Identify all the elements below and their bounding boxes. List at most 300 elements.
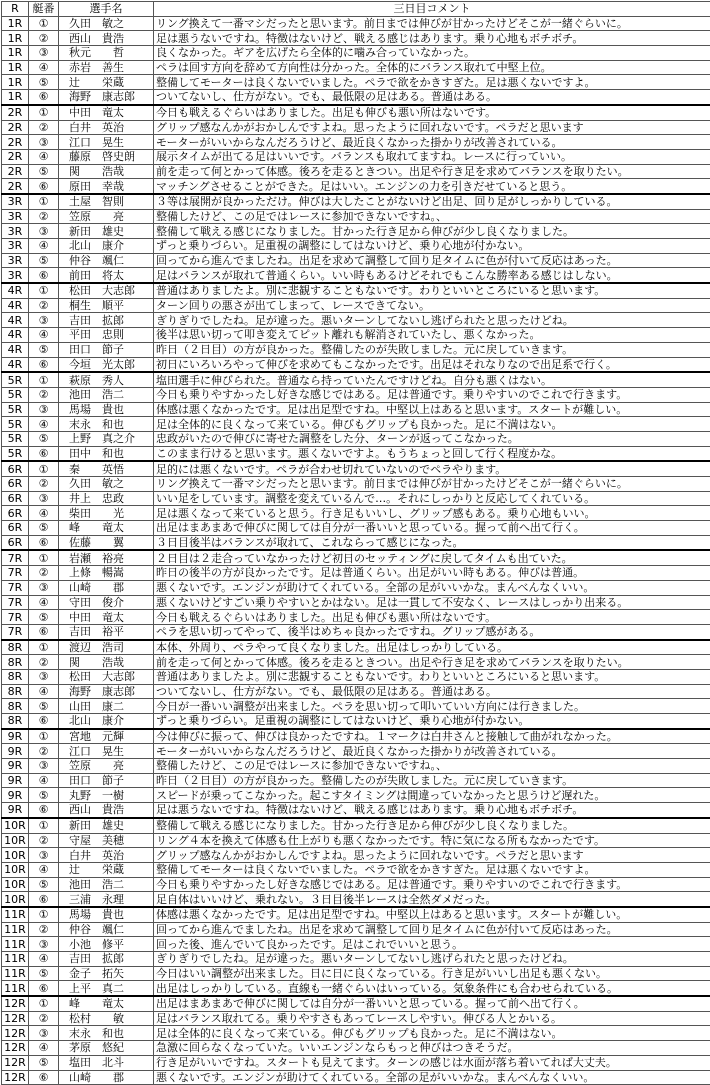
name-cell: 久田 敏之 — [59, 477, 154, 492]
table-row — [2, 417, 710, 432]
boat-cell: ⑤ — [29, 521, 59, 536]
table-row — [2, 699, 710, 714]
table-row — [2, 580, 710, 595]
comment-cell: 足は全体的に良くなって来ている。伸びもグリップも良かった。足に不満はない。 — [154, 1026, 710, 1041]
table-row — [2, 1055, 710, 1070]
name-cell: 北山 康介 — [59, 714, 154, 729]
table-row — [2, 164, 710, 179]
name-cell: 峰 竜太 — [59, 996, 154, 1011]
boat-cell: ③ — [29, 224, 59, 239]
race-cell: 3R — [2, 253, 29, 268]
table-row — [2, 610, 710, 625]
table-row — [2, 833, 710, 848]
boat-cell: ④ — [29, 149, 59, 164]
comment-cell: 展示タイムが出てる足はいいです。バランスも取れてますね。レースに行っていい。 — [154, 149, 710, 164]
name-cell: 仲谷 颯仁 — [59, 922, 154, 937]
boat-cell: ④ — [29, 506, 59, 521]
race-cell: 5R — [2, 402, 29, 417]
table-row — [2, 1026, 710, 1041]
race-cell: 11R — [2, 937, 29, 952]
table-row — [2, 624, 710, 639]
name-cell: 新田 雄史 — [59, 224, 154, 239]
race-cell: 2R — [2, 164, 29, 179]
boat-cell: ② — [29, 31, 59, 46]
comment-cell: 悪くないけどすごい乗りやすいとかはない。足は一貫して不安なく、レースはしっかり出来る。 — [154, 595, 710, 610]
boat-cell: ⑥ — [29, 90, 59, 105]
name-cell: 塩田 北斗 — [59, 1055, 154, 1070]
comment-cell: 出足はしっかりしている。直線も一緒ぐらいはいっている。気象条件にも合わせられている。 — [154, 981, 710, 996]
comment-cell: マッチングさせることができた。足はいい。エンジンの力を引きだせていると思う。 — [154, 179, 710, 194]
boat-cell: ⑥ — [29, 268, 59, 283]
name-cell: 笠原 亮 — [59, 209, 154, 224]
table-row — [2, 298, 710, 313]
name-cell: 田口 節子 — [59, 773, 154, 788]
name-cell: 馬場 貴也 — [59, 402, 154, 417]
name-cell: 馬場 貴也 — [59, 907, 154, 922]
name-cell: 松田 大志郎 — [59, 669, 154, 684]
table-row — [2, 566, 710, 581]
table-row — [2, 477, 710, 492]
table-row — [2, 966, 710, 981]
table-row — [2, 1041, 710, 1056]
comment-cell: 昨日（２日目）の方が良かった。整備したのが失敗しました。元に戻していきます。 — [154, 773, 710, 788]
name-cell: 池田 浩二 — [59, 877, 154, 892]
table-row — [2, 907, 710, 922]
name-cell: 西山 貴浩 — [59, 31, 154, 46]
boat-cell: ① — [29, 818, 59, 833]
boat-cell: ② — [29, 744, 59, 759]
race-cell: 6R — [2, 477, 29, 492]
name-cell: 仲谷 颯仁 — [59, 253, 154, 268]
name-cell: 中田 竜太 — [59, 610, 154, 625]
comment-cell: ３日目後半はバランスが取れて、これならって感じになった。 — [154, 535, 710, 550]
header-row — [2, 2, 710, 17]
comment-cell: 昨日の後半の方が良かったです。足は普通くらい。出足がいい時もある。伸びは普通。 — [154, 566, 710, 581]
comment-cell: ぎりぎりでしたね。足が違った。悪いターンしてないし逃げられたと思ったけどね。 — [154, 313, 710, 328]
race-cell: 12R — [2, 1011, 29, 1026]
comment-cell: 後半は思い切って叩き変えてピット離れも解消されていたし、悪くなかった。 — [154, 328, 710, 343]
name-cell: 関 浩哉 — [59, 655, 154, 670]
race-cell: 1R — [2, 90, 29, 105]
boat-cell: ⑤ — [29, 253, 59, 268]
name-cell: 萩原 秀人 — [59, 372, 154, 387]
comment-cell: 足は悪うないですね。特徴はないけど、戦える感じはあります。乗り心地もボチボチ。 — [154, 803, 710, 818]
race-cell: 5R — [2, 431, 29, 446]
boat-cell: ③ — [29, 1026, 59, 1041]
boat-cell: ① — [29, 640, 59, 655]
boat-cell: ⑤ — [29, 966, 59, 981]
comment-cell: 足はバランスが取れて普通くらい。いい時もあるけどそれでもこんな勝率ある感じはしない。 — [154, 268, 710, 283]
boat-cell: ④ — [29, 1041, 59, 1056]
race-cell: 5R — [2, 372, 29, 387]
race-cell: 1R — [2, 60, 29, 75]
boat-cell: ① — [29, 550, 59, 565]
name-cell: 渡辺 浩司 — [59, 640, 154, 655]
table-row — [2, 387, 710, 402]
comment-cell: ぎりぎりでしたね。足が違った。悪いターンしてないし逃げられたと思ったけどね。 — [154, 952, 710, 967]
comment-cell: 行き足がいいですね。スタートも見えてます。ターンの感じは水面が落ち着いてれば大丈夫。 — [154, 1055, 710, 1070]
table-row — [2, 848, 710, 863]
boat-cell: ② — [29, 298, 59, 313]
table-row — [2, 31, 710, 46]
comment-cell: 出足はまあまあで伸びに関しては自分が一番いいと思っている。握って前へ出て行く。 — [154, 996, 710, 1011]
race-cell: 11R — [2, 907, 29, 922]
boat-cell: ③ — [29, 313, 59, 328]
name-cell: 平田 忠則 — [59, 328, 154, 343]
race-cell: 1R — [2, 31, 29, 46]
table-row — [2, 209, 710, 224]
table-row — [2, 446, 710, 461]
boat-cell: ③ — [29, 759, 59, 774]
table-row — [2, 372, 710, 387]
name-cell: 新田 雄史 — [59, 818, 154, 833]
name-cell: 久田 敏之 — [59, 16, 154, 31]
race-cell: 6R — [2, 461, 29, 476]
race-cell: 6R — [2, 506, 29, 521]
name-cell: 西山 貴浩 — [59, 803, 154, 818]
race-cell: 6R — [2, 491, 29, 506]
comment-cell: 回った後、進んでいて良かったです。足はこれでいいと思う。 — [154, 937, 710, 952]
comment-cell: 足的には悪くないです。ペラが合わせ切れていないのでペラやります。 — [154, 461, 710, 476]
name-cell: 白井 英治 — [59, 848, 154, 863]
comment-cell: 急激に回らなくなっていた。いいエンジンならもっと伸びはつきそうだ。 — [154, 1041, 710, 1056]
table-row — [2, 506, 710, 521]
race-cell: 1R — [2, 46, 29, 61]
comment-cell: 整備したけど、この足ではレースに参加できないですね。、 — [154, 209, 710, 224]
race-cell: 4R — [2, 313, 29, 328]
header-name: 選手名 — [59, 2, 154, 17]
name-cell: 海野 康志郎 — [59, 90, 154, 105]
table-row — [2, 669, 710, 684]
table-row — [2, 135, 710, 150]
table-row — [2, 744, 710, 759]
name-cell: 中田 竜太 — [59, 105, 154, 120]
table-row — [2, 313, 710, 328]
comment-cell: ずっと乗りづらい。足重視の調整にしてはないけど、乗り心地が付かない。 — [154, 714, 710, 729]
boat-cell: ⑤ — [29, 877, 59, 892]
boat-cell: ⑥ — [29, 803, 59, 818]
race-cell: 8R — [2, 640, 29, 655]
name-cell: 江口 晃生 — [59, 744, 154, 759]
name-cell: 山崎 郡 — [59, 1070, 154, 1085]
race-cell: 5R — [2, 387, 29, 402]
boat-cell: ④ — [29, 417, 59, 432]
race-cell: 8R — [2, 655, 29, 670]
comment-cell: 今日も戦えるぐらいはありました。出足も伸びも悪い所はないです。 — [154, 105, 710, 120]
name-cell: 今垣 光太郎 — [59, 357, 154, 372]
table-row — [2, 179, 710, 194]
table-row — [2, 788, 710, 803]
comment-cell: 塩田選手に伸びられた。普通なら持っていたんですけどね。自分も悪くはない。 — [154, 372, 710, 387]
name-cell: 松田 大志郎 — [59, 283, 154, 298]
race-cell: 6R — [2, 535, 29, 550]
name-cell: 上平 真二 — [59, 981, 154, 996]
race-cell: 12R — [2, 1041, 29, 1056]
race-cell: 7R — [2, 595, 29, 610]
name-cell: 山田 康二 — [59, 699, 154, 714]
comment-cell: 足は悪くなって来ていると思う。行き足もいいし、グリップ感もある。乗り心地もいい。 — [154, 506, 710, 521]
race-cell: 2R — [2, 149, 29, 164]
race-cell: 3R — [2, 268, 29, 283]
comment-cell: モーターがいいからなんだろうけど、最近良くなかった掛かりが改善されている。 — [154, 744, 710, 759]
comment-cell: 前を走って何とかって体感。後ろを走るときつい。出足や行き足を求めてバランスを取りたい。 — [154, 655, 710, 670]
boat-cell: ② — [29, 1011, 59, 1026]
race-cell: 12R — [2, 1055, 29, 1070]
race-cell: 2R — [2, 120, 29, 135]
table-row — [2, 149, 710, 164]
name-cell: 吉田 拡郎 — [59, 952, 154, 967]
race-cell: 2R — [2, 135, 29, 150]
comment-cell: このまま行けると思います。悪くないですよ。もうちょっと回して行く程度かな。 — [154, 446, 710, 461]
race-cell: 9R — [2, 773, 29, 788]
boat-cell: ⑥ — [29, 714, 59, 729]
race-cell: 7R — [2, 566, 29, 581]
header-race: R — [2, 2, 29, 17]
race-cell: 3R — [2, 239, 29, 254]
boat-cell: ⑤ — [29, 342, 59, 357]
boat-cell: ① — [29, 729, 59, 744]
table-row — [2, 328, 710, 343]
table-row — [2, 342, 710, 357]
table-row — [2, 684, 710, 699]
boat-cell: ⑥ — [29, 179, 59, 194]
boat-cell: ⑥ — [29, 981, 59, 996]
table-row — [2, 937, 710, 952]
race-cell: 4R — [2, 342, 29, 357]
boat-cell: ③ — [29, 848, 59, 863]
header-comment: 三日目コメント — [154, 2, 710, 17]
race-cell: 8R — [2, 669, 29, 684]
table-row — [2, 239, 710, 254]
name-cell: 辻 栄蔵 — [59, 75, 154, 90]
boat-cell: ④ — [29, 773, 59, 788]
race-cell: 11R — [2, 922, 29, 937]
boat-cell: ① — [29, 461, 59, 476]
race-cell: 2R — [2, 105, 29, 120]
table-row — [2, 803, 710, 818]
name-cell: 三浦 永理 — [59, 892, 154, 907]
race-cell: 7R — [2, 624, 29, 639]
name-cell: 丸野 一樹 — [59, 788, 154, 803]
name-cell: 田中 和也 — [59, 446, 154, 461]
race-cell: 12R — [2, 1070, 29, 1085]
comment-cell: 初日にいろいろやって伸びを求めてもこなかったです。出足はそれなりなので出足系で行く。 — [154, 357, 710, 372]
table-row — [2, 253, 710, 268]
boat-cell: ⑥ — [29, 357, 59, 372]
comment-cell: 整備したけど、この足ではレースに参加できないですね。、 — [154, 759, 710, 774]
race-cell: 12R — [2, 1026, 29, 1041]
name-cell: 宮地 元輝 — [59, 729, 154, 744]
table-row — [2, 16, 710, 31]
boat-cell: ② — [29, 833, 59, 848]
name-cell: 金子 拓矢 — [59, 966, 154, 981]
name-cell: 上野 真之介 — [59, 431, 154, 446]
boat-cell: ① — [29, 105, 59, 120]
boat-cell: ⑤ — [29, 610, 59, 625]
race-cell: 9R — [2, 803, 29, 818]
table-body — [2, 16, 710, 1085]
name-cell: 海野 康志郎 — [59, 684, 154, 699]
race-cell: 10R — [2, 833, 29, 848]
race-cell: 2R — [2, 179, 29, 194]
boat-cell: ⑤ — [29, 164, 59, 179]
comment-cell: 悪くないです。エンジンが助けてくれている。全部の足がいいかな。まんべんなくいい。 — [154, 1070, 710, 1085]
comment-cell: 体感は悪くなかったです。足は出足型ですね。中堅以上はあると思います。スタートが難しい。 — [154, 907, 710, 922]
table-row — [2, 759, 710, 774]
comment-cell: 足は悪うないですね。特徴はないけど、戦える感じはあります。乗り心地もボチボチ。 — [154, 31, 710, 46]
race-cell: 8R — [2, 714, 29, 729]
table-row — [2, 640, 710, 655]
race-cell: 10R — [2, 862, 29, 877]
boat-cell: ② — [29, 477, 59, 492]
name-cell: 吉田 裕平 — [59, 624, 154, 639]
comment-cell: リング４本を換えて体感も仕上がりも悪くなかったです。特に気になる所もなかったです。 — [154, 833, 710, 848]
table-row — [2, 595, 710, 610]
boat-cell: ① — [29, 283, 59, 298]
name-cell: 守屋 美穂 — [59, 833, 154, 848]
table-row — [2, 521, 710, 536]
comment-cell: 忠政がいたので伸びに寄せた調整をした分、ターンが返ってこなかった。 — [154, 431, 710, 446]
race-cell: 7R — [2, 550, 29, 565]
table-row — [2, 357, 710, 372]
name-cell: 柴田 光 — [59, 506, 154, 521]
boat-cell: ④ — [29, 328, 59, 343]
race-cell: 12R — [2, 996, 29, 1011]
comment-cell: 今は伸びに振って、伸びは良かったですね。１マークは白井さんと接触して曲がれなかった。 — [154, 729, 710, 744]
name-cell: 池田 浩二 — [59, 387, 154, 402]
race-cell: 8R — [2, 684, 29, 699]
table-row — [2, 729, 710, 744]
table-row — [2, 75, 710, 90]
comment-cell: ３等は展開が良かっただけ。伸びは大したことがないけど出足、回り足がしっかりしている。 — [154, 194, 710, 209]
race-cell: 10R — [2, 818, 29, 833]
race-cell: 5R — [2, 446, 29, 461]
comment-cell: ずっと乗りづらい。足重視の調整にしてはないけど、乗り心地が付かない。 — [154, 239, 710, 254]
comment-cell: 体感は悪くなかったです。足は出足型ですね。中堅以上はあると思います。スタートが難しい。 — [154, 402, 710, 417]
race-cell: 6R — [2, 521, 29, 536]
table-row — [2, 877, 710, 892]
race-cell: 10R — [2, 848, 29, 863]
table-row — [2, 892, 710, 907]
name-cell: 藤原 啓史朗 — [59, 149, 154, 164]
boat-cell: ② — [29, 387, 59, 402]
race-cell: 1R — [2, 75, 29, 90]
table-row — [2, 120, 710, 135]
boat-cell: ⑥ — [29, 892, 59, 907]
comment-cell: 普通はありましたよ。別に悲観することもないです。わりといいところにいると思います。 — [154, 283, 710, 298]
race-cell: 7R — [2, 580, 29, 595]
name-cell: 井上 忠政 — [59, 491, 154, 506]
boat-cell: ③ — [29, 491, 59, 506]
table-row — [2, 431, 710, 446]
name-cell: 赤岩 善生 — [59, 60, 154, 75]
boat-cell: ③ — [29, 135, 59, 150]
table-row — [2, 268, 710, 283]
boat-cell: ② — [29, 655, 59, 670]
name-cell: 吉田 拡郎 — [59, 313, 154, 328]
race-cell: 1R — [2, 16, 29, 31]
race-cell: 9R — [2, 759, 29, 774]
table-row — [2, 535, 710, 550]
table-row — [2, 105, 710, 120]
boat-cell: ④ — [29, 684, 59, 699]
boat-cell: ① — [29, 996, 59, 1011]
boat-cell: ③ — [29, 937, 59, 952]
boat-cell: ⑤ — [29, 75, 59, 90]
boat-cell: ③ — [29, 46, 59, 61]
comment-cell: 足自体はいいけど、乗れない。３日目後半レースは全然ダメだった。 — [154, 892, 710, 907]
name-cell: 原田 幸哉 — [59, 179, 154, 194]
name-cell: 土屋 智則 — [59, 194, 154, 209]
table-row — [2, 952, 710, 967]
table-row — [2, 46, 710, 61]
boat-cell: ③ — [29, 669, 59, 684]
table-row — [2, 60, 710, 75]
comment-cell: 昨日（２日目）の方が良かった。整備したのが失敗しました。元に戻していきます。 — [154, 342, 710, 357]
name-cell: 前田 将太 — [59, 268, 154, 283]
boat-cell: ⑤ — [29, 788, 59, 803]
comment-cell: 本体、外周り、ペラやって良くなりました。出足はしっかりしている。 — [154, 640, 710, 655]
comment-cell: ついてないし、仕方がない。でも、最低限の足はある。普通はある。 — [154, 90, 710, 105]
table-row — [2, 224, 710, 239]
race-cell: 10R — [2, 892, 29, 907]
header-boat: 艇番 — [29, 2, 59, 17]
table-row — [2, 996, 710, 1011]
comment-cell: グリップ感なんかがおかしんですよね。思ったように回れないです。ペラだと思います — [154, 120, 710, 135]
table-row — [2, 922, 710, 937]
boat-cell: ⑤ — [29, 431, 59, 446]
comment-cell: 整備してモーターは良くないでいました。ペラで欲をかきすぎた。足は悪くないですよ。 — [154, 75, 710, 90]
table-row — [2, 773, 710, 788]
race-cell: 4R — [2, 283, 29, 298]
name-cell: 桐生 順平 — [59, 298, 154, 313]
name-cell: 山崎 郡 — [59, 580, 154, 595]
comment-cell: 今日も乗りやすかったし好きな感じではある。足は普通です。乗りやすいのでこれで行きます。 — [154, 387, 710, 402]
comment-cell: リング換えて一番マシだったと思います。前日までは伸びが甘かったけどそこが一緒ぐらいに。 — [154, 477, 710, 492]
comment-cell: ついてないし、仕方がない。でも、最低限の足はある。普通はある。 — [154, 684, 710, 699]
boat-cell: ④ — [29, 239, 59, 254]
table-row — [2, 862, 710, 877]
boat-cell: ② — [29, 922, 59, 937]
comment-cell: 回ってから進んでましたね。出足を求めて調整して回り足タイムに色が付いて反応はあった。 — [154, 253, 710, 268]
comment-cell: スピードが乗ってこなかった。起こすタイミングは間違っていなかったと思うけど遅れた。 — [154, 788, 710, 803]
comment-cell: 足はバランス取れてる。乗りやすさもあってレースしやすい。伸びる人とかいる。 — [154, 1011, 710, 1026]
comment-cell: 整備して戦える感じになりました。甘かった行き足から伸びが少し良くなりました。 — [154, 818, 710, 833]
table-row — [2, 194, 710, 209]
comment-cell: 今日はいい調整が出来ました。日に日に良くなっている。行き足がいいし出足も悪くない。 — [154, 966, 710, 981]
race-cell: 9R — [2, 729, 29, 744]
boat-cell: ⑥ — [29, 1070, 59, 1085]
boat-cell: ⑤ — [29, 699, 59, 714]
name-cell: 関 浩哉 — [59, 164, 154, 179]
boat-cell: ⑥ — [29, 446, 59, 461]
name-cell: 笠原 亮 — [59, 759, 154, 774]
comment-cell: ペラを思い切ってやって、後半はめちゃ良かったですね。グリップ感がある。 — [154, 624, 710, 639]
race-cell: 5R — [2, 417, 29, 432]
name-cell: 白井 英治 — [59, 120, 154, 135]
table-row — [2, 550, 710, 565]
comment-cell: 整備して戦える感じになりました。甘かった行き足から伸びが少し良くなりました。 — [154, 224, 710, 239]
comment-cell: 今日が一番いい調整が出来ました。ペラを思い切って叩いていい方向には行きました。 — [154, 699, 710, 714]
race-cell: 7R — [2, 610, 29, 625]
comment-cell: 足は全体的に良くなって来ている。伸びもグリップも良かった。足に不満はない。 — [154, 417, 710, 432]
race-cell: 3R — [2, 209, 29, 224]
boat-cell: ① — [29, 194, 59, 209]
race-cell: 4R — [2, 328, 29, 343]
comment-cell: 普通はありましたよ。別に悲観することもないです。わりといいところにいると思います。 — [154, 669, 710, 684]
boat-cell: ⑤ — [29, 1055, 59, 1070]
name-cell: 辻 栄蔵 — [59, 862, 154, 877]
